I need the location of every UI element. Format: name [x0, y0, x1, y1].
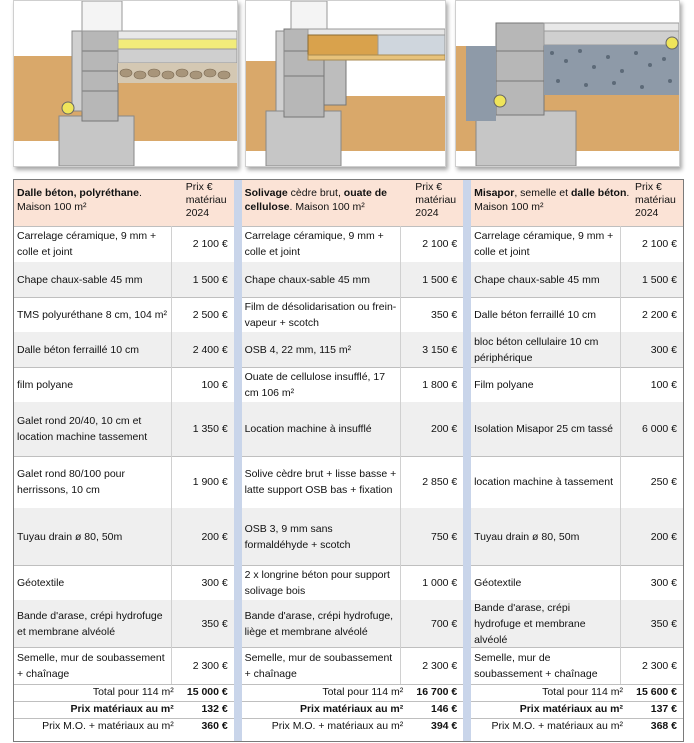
table-row [242, 456, 464, 509]
row-label: bloc béton cellulaire 10 cm périphérique [474, 335, 599, 364]
row-value: 2 300 € [641, 659, 678, 672]
table-row [14, 297, 234, 333]
row-label: Galet rond 80/100 pour herrissons, 10 cm [17, 468, 125, 496]
row-value: 1 350 € [192, 423, 228, 435]
row-value: 2 300 € [422, 659, 458, 672]
price-header: Prix € matériau 2024 [415, 181, 457, 219]
total-value: 146 € [430, 703, 458, 715]
table-row [471, 647, 683, 685]
cell-divider [171, 367, 172, 402]
row-label: Film polyane [474, 378, 534, 391]
table-row [242, 367, 464, 403]
cell-divider [400, 647, 401, 684]
row-label: Géotextile [17, 576, 65, 589]
row-label: Solive cèdre brut + lisse basse + latte support OSB bas + fixation [244, 468, 397, 496]
row-label: Carrelage céramique, 9 mm + colle et joint [244, 230, 384, 258]
table-row [242, 262, 464, 298]
title-bold: Dalle béton, polyréthane [17, 187, 139, 199]
row-label: Tuyau drain ø 80, 50m [17, 530, 123, 543]
total-label: Total pour 114 m² [322, 686, 404, 698]
title-bold: Misapor [474, 187, 515, 199]
table-row [14, 508, 234, 566]
row-value: 200 € [430, 423, 458, 435]
table-row [471, 565, 683, 601]
table-row [14, 600, 234, 648]
total-label: Prix M.O. + matériaux au m² [42, 720, 174, 732]
row-value: 300 € [650, 576, 678, 589]
cell-divider [400, 297, 401, 332]
row-label: Bande d'arase, crépi hydrofuge et membrane alvéolé [474, 601, 586, 646]
table-row [14, 367, 234, 403]
title-mid: , semelle et [514, 187, 571, 199]
cell-divider [171, 297, 172, 332]
total-label: Prix M.O. + matériaux au m² [271, 720, 404, 732]
row-value: 350 € [201, 617, 228, 630]
row-value: 2 300 € [192, 659, 228, 672]
price-header: Prix € matériau 2024 [185, 181, 227, 219]
row-value: 1 000 € [422, 576, 458, 589]
row-label: 2 x longrine béton pour support solivage bois [244, 568, 390, 597]
title-subtitle: Maison 100 m² [17, 201, 87, 213]
row-label: Location machine à insufflé [244, 423, 372, 435]
title-bold-2: ouate de cellulose [244, 187, 387, 213]
row-value: 6 000 € [641, 423, 678, 435]
table-row [242, 297, 464, 333]
cell-divider [171, 600, 172, 647]
table-row [14, 332, 234, 368]
row-value: 1 500 € [641, 273, 678, 286]
table-row [14, 647, 234, 685]
total-row [14, 684, 234, 702]
total-row [242, 684, 464, 702]
row-value: 3 150 € [422, 343, 458, 356]
row-label: Chape chaux-sable 45 mm [474, 273, 600, 286]
row-label: Carrelage céramique, 9 mm + colle et joint [17, 230, 157, 258]
table-row [471, 332, 683, 368]
table-row [471, 262, 683, 298]
title-rest: . [138, 187, 142, 199]
total-value: 16 700 € [416, 686, 458, 698]
cell-divider [171, 565, 172, 600]
cell-divider [171, 647, 172, 684]
table-row [242, 226, 464, 263]
column-title [245, 186, 412, 214]
row-value: 350 € [650, 617, 678, 630]
cell-divider [620, 332, 621, 367]
row-value: 300 € [201, 576, 228, 589]
table-row [471, 226, 683, 263]
row-label: Semelle, mur de soubassement + chaînage [474, 651, 598, 680]
title-bold: Solivage [244, 187, 288, 199]
row-value: 1 500 € [422, 273, 458, 286]
cell-divider [400, 367, 401, 402]
cell-divider [171, 262, 172, 297]
price-per-m2-row [14, 701, 234, 719]
total-label: Prix M.O. + matériaux au m² [491, 720, 624, 732]
illustration-wood-joist [245, 0, 446, 167]
floor-section-wood-joist-icon [246, 1, 445, 166]
row-value: 300 € [650, 343, 678, 356]
column-wood-joist [242, 180, 464, 741]
table-row [242, 565, 464, 601]
row-value: 2 850 € [422, 476, 458, 488]
table-row [14, 565, 234, 601]
total-value: 137 € [650, 703, 678, 715]
total-label: Prix matériaux au m² [70, 703, 174, 715]
cell-divider [400, 332, 401, 367]
row-label: Chape chaux-sable 45 mm [244, 273, 371, 286]
row-value: 2 100 € [192, 238, 228, 250]
row-label: Géotextile [474, 576, 522, 589]
cell-divider [620, 367, 621, 402]
comparison-table [13, 179, 684, 742]
table-row [471, 508, 683, 566]
total-value: 132 € [201, 703, 228, 715]
table-row [242, 332, 464, 368]
illustration-misapor [455, 0, 680, 167]
column-header [471, 180, 683, 227]
row-label: Tuyau drain ø 80, 50m [474, 530, 580, 543]
labor-materials-per-m2-row [14, 718, 234, 735]
cell-divider [620, 456, 621, 508]
cell-divider [620, 262, 621, 297]
total-label: Prix matériaux au m² [519, 703, 624, 715]
cell-divider [620, 402, 621, 456]
total-label: Total pour 114 m² [542, 686, 624, 698]
illustration-concrete-slab [13, 0, 238, 167]
row-value: 100 € [201, 378, 228, 391]
title-bold-2: dalle béton [570, 187, 627, 199]
row-value: 2 200 € [641, 308, 678, 321]
cell-divider [171, 402, 172, 456]
total-value: 15 600 € [636, 686, 678, 698]
total-label: Total pour 114 m² [92, 686, 174, 698]
cell-divider [400, 600, 401, 647]
row-label: Bande d'arase, crépi hydrofuge et membrane alvéolé [17, 609, 163, 638]
row-label: Semelle, mur de soubassement + chaînage [17, 651, 165, 680]
column-separator [234, 180, 242, 741]
cell-divider [620, 647, 621, 684]
price-per-m2-row [471, 701, 683, 719]
cell-divider [171, 226, 172, 262]
row-value: 1 900 € [192, 476, 228, 488]
cell-divider [171, 508, 172, 565]
total-value: 394 € [430, 720, 458, 732]
row-value: 200 € [201, 530, 228, 543]
table-row [242, 508, 464, 566]
cell-divider [400, 456, 401, 508]
row-label: location machine à tassement [474, 476, 613, 488]
column-title [474, 186, 631, 214]
row-label: Dalle béton ferraillé 10 cm [17, 343, 139, 356]
row-value: 700 € [430, 617, 458, 630]
cell-divider [620, 600, 621, 647]
table-row [471, 402, 683, 457]
title-rest: . Maison 100 m² [289, 201, 365, 213]
row-label: Chape chaux-sable 45 mm [17, 273, 143, 286]
row-value: 1 500 € [192, 273, 228, 286]
floor-section-misapor-icon [456, 1, 679, 166]
table-row [14, 262, 234, 298]
row-value: 2 100 € [422, 238, 458, 250]
cell-divider [400, 565, 401, 600]
row-value: 1 800 € [422, 378, 458, 391]
row-value: 2 500 € [192, 308, 228, 321]
row-value: 250 € [650, 476, 678, 488]
total-value: 360 € [201, 720, 228, 732]
column-misapor [471, 180, 683, 741]
table-row [242, 402, 464, 457]
row-label: Carrelage céramique, 9 mm + colle et joint [474, 230, 614, 258]
total-row [471, 684, 683, 702]
row-value: 2 400 € [192, 343, 228, 356]
table-row [14, 226, 234, 263]
column-title [17, 186, 182, 214]
cell-divider [620, 297, 621, 332]
floor-section-concrete-slab-icon [14, 1, 237, 166]
table-row [471, 367, 683, 403]
row-value: 200 € [650, 530, 678, 543]
table-row [471, 600, 683, 648]
row-label: TMS polyuréthane 8 cm, 104 m² [17, 308, 167, 321]
labor-materials-per-m2-row [242, 718, 464, 735]
row-label: Semelle, mur de soubassement + chaînage [244, 651, 393, 680]
column-header [14, 180, 234, 227]
row-label: Film de désolidarisation ou frein-vapeur + scotch [244, 300, 397, 329]
cell-divider [400, 262, 401, 297]
column-concrete-slab [14, 180, 234, 741]
total-value: 368 € [650, 720, 678, 732]
title-rest: . Maison 100 m² [474, 187, 630, 213]
total-value: 15 000 € [186, 686, 228, 698]
table-row [471, 456, 683, 509]
cell-divider [171, 456, 172, 508]
table-row [471, 297, 683, 333]
table-row [242, 600, 464, 648]
title-mid: cèdre brut, [287, 187, 344, 199]
row-label: Dalle béton ferraillé 10 cm [474, 308, 597, 321]
total-label: Prix matériaux au m² [299, 703, 404, 715]
cell-divider [400, 402, 401, 456]
cell-divider [171, 332, 172, 367]
row-label: OSB 4, 22 mm, 115 m² [244, 343, 352, 356]
cell-divider [620, 565, 621, 600]
cell-divider [400, 226, 401, 262]
price-per-m2-row [242, 701, 464, 719]
table-row [14, 402, 234, 457]
row-label: Bande d'arase, crépi hydrofuge, liège et membrane alvéolé [244, 609, 394, 638]
cell-divider [620, 508, 621, 565]
row-value: 350 € [430, 308, 458, 321]
column-separator [463, 180, 471, 741]
row-label: Ouate de cellulose insufflé, 17 cm 106 m² [244, 370, 386, 399]
row-label: Isolation Misapor 25 cm tassé [474, 423, 613, 435]
cell-divider [400, 508, 401, 565]
row-value: 750 € [430, 530, 458, 543]
table-row [242, 647, 464, 685]
row-label: Galet rond 20/40, 10 cm et location machine tassement [17, 415, 148, 443]
price-header: Prix € matériau 2024 [635, 181, 676, 219]
labor-materials-per-m2-row [471, 718, 683, 735]
row-label: OSB 3, 9 mm sans formaldéhyde + scotch [244, 522, 351, 551]
table-row [14, 456, 234, 509]
row-value: 100 € [650, 378, 678, 391]
cell-divider [620, 226, 621, 262]
column-header [242, 180, 464, 227]
row-label: film polyane [17, 378, 74, 391]
row-value: 2 100 € [641, 238, 678, 250]
